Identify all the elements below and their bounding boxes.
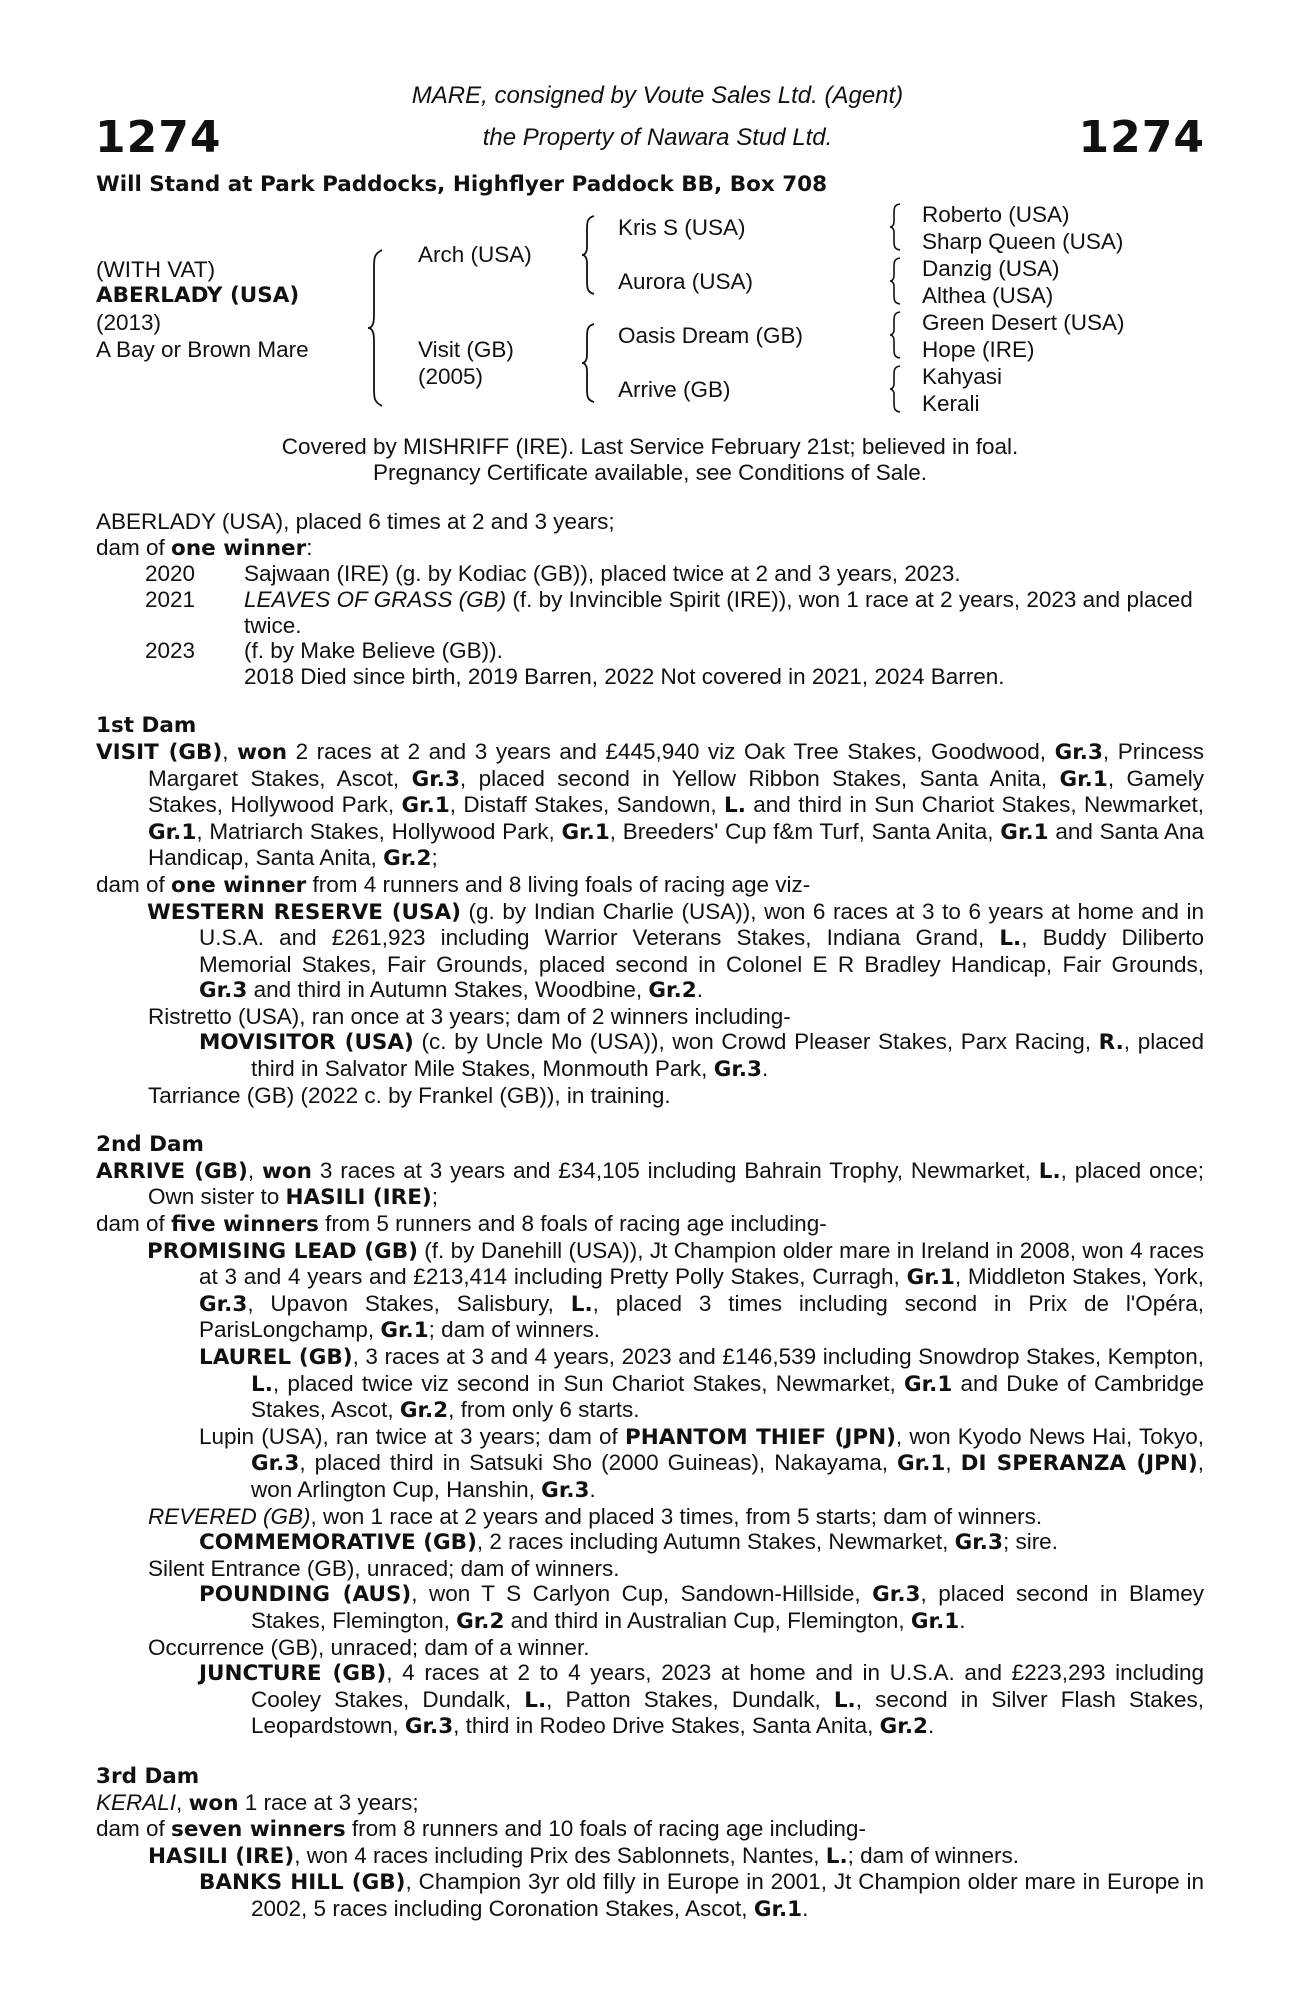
consignor-line: MARE, consigned by Voute Sales Ltd. (Agent) [411, 82, 904, 109]
property-line: the Property of Nawara Stud Ltd. [482, 124, 833, 151]
first-dam-heading: 1st Dam [96, 713, 197, 739]
dam-name: Visit (GB) [418, 337, 514, 362]
third-dam-section [96, 1764, 1204, 1923]
produce-item: 2020 Sajwaan (IRE) (g. by Kodiac (GB)), placed twice at 2 and 3 years, 2023. [144, 561, 961, 587]
third-dam-heading: 3rd Dam [96, 1763, 200, 1789]
horse-description: A Bay or Brown Mare [96, 337, 309, 362]
lot-number-right: 1274 [1078, 112, 1205, 163]
gg-3: Danzig (USA) [922, 256, 1060, 281]
second-dam-runner: PROMISING LEAD (GB) (f. by Danehill (USA)), Jt Champion older mare in Ireland in 2008, won 4 races at 3 and 4 years and £213,414 including Pretty Polly Stakes, Curragh, Gr.1, Middleton Stakes, York, Gr.3, Upavon Stakes, Salisbury, L., placed 3 times including second in Prix de l'Opéra, ParisLongchamp, Gr.1; dam of winners. [147, 1237, 1204, 1344]
covering-line-2: Pregnancy Certificate available, see Conditions of Sale. [372, 459, 928, 485]
dam-parents-brace [580, 322, 598, 404]
second-dam-grandchild: POUNDING (AUS), won T S Carlyon Cup, Sandown-Hillside, Gr.3, placed second in Blamey Stakes, Flemington, Gr.2 and third in Australian Cup, Flemington, Gr.1. [199, 1581, 1204, 1634]
g-brace-1 [888, 202, 904, 252]
vat-note: (WITH VAT) [96, 257, 216, 282]
sire-name: Arch (USA) [418, 242, 532, 267]
sire-dam-brace [366, 248, 388, 408]
second-dam-grandchild: LAUREL (GB), 3 races at 3 and 4 years, 2023 and £146,539 including Snowdrop Stakes, Kempton, L., placed twice viz second in Sun Chariot Stakes, Newmarket, Gr.1 and Duke of Cambridge Stakes, Ascot, Gr.2, from only 6 starts. [199, 1344, 1204, 1424]
produce-item: 2023 (f. by Make Believe (GB)). [144, 638, 503, 664]
third-dam-runner: HASILI (IRE), won 4 races including Prix des Sablonnets, Nantes, L.; dam of winners. [148, 1842, 1019, 1869]
first-dam-dam-of: dam of one winner from 4 runners and 8 living foals of racing age viz- [96, 871, 811, 898]
second-dam-grandchild: COMMEMORATIVE (GB), 2 races including Autumn Stakes, Newmarket, Gr.3; sire. [199, 1529, 1058, 1556]
g-brace-2 [888, 256, 904, 306]
produce-item: 2021 LEAVES OF GRASS (GB) (f. by Invincible Spirit (IRE)), won 1 race at 2 years, 2023 and placed twice. [144, 586, 1193, 638]
horse-name: ABERLADY (USA) [96, 283, 300, 308]
gg-1: Roberto (USA) [922, 202, 1070, 227]
produce-note: 2018 Died since birth, 2019 Barren, 2022 Not covered in 2021, 2024 Barren. [244, 663, 1005, 689]
gg-7: Kahyasi [922, 364, 1003, 389]
first-dam-record: VISIT (GB), won 2 races at 2 and 3 years and £445,940 viz Oak Tree Stakes, Goodwood, Gr.3, Princess Margaret Stakes, Ascot, Gr.3, placed second in Yellow Ribbon Stakes, Santa Anita, Gr.1, Gamely Stakes, Hollywood Park, Gr.1, Distaff Stakes, Sandown, L. and third in Sun Chariot Stakes, Newmarket, Gr.1, Matriarch Stakes, Hollywood Park, Gr.1, Breeders' Cup f&m Turf, Santa Anita, Gr.1 and Santa Ana Handicap, Santa Anita, Gr.2; [96, 738, 1205, 872]
lot-number-left: 1274 [95, 112, 222, 163]
dam-year: (2005) [418, 364, 484, 389]
sire-dam: Aurora (USA) [618, 269, 754, 294]
first-dam-grandchild: MOVISITOR (USA) (c. by Uncle Mo (USA)), won Crowd Pleaser Stakes, Parx Racing, R., placed third in Salvator Mile Stakes, Monmouth Park, Gr.3. [199, 1029, 1204, 1083]
gg-2: Sharp Queen (USA) [922, 229, 1124, 254]
second-dam-runner: REVERED (GB), won 1 race at 2 years and placed 3 times, from 5 starts; dam of winners. [148, 1503, 1043, 1529]
gg-5: Green Desert (USA) [922, 310, 1125, 335]
second-dam-section [96, 1132, 1204, 1740]
second-dam-heading: 2nd Dam [96, 1132, 204, 1158]
gg-4: Althea (USA) [922, 283, 1054, 308]
produce-intro: ABERLADY (USA), placed 6 times at 2 and 3 years; [96, 509, 615, 535]
dam-sire: Oasis Dream (GB) [618, 323, 804, 348]
first-dam-runner: Ristretto (USA), ran once at 3 years; dam of 2 winners including- [148, 1003, 791, 1029]
g-brace-3 [888, 310, 904, 360]
second-dam-record: ARRIVE (GB), won 3 races at 3 years and £34,105 including Bahrain Trophy, Newmarket, L., placed once; Own sister to HASILI (IRE); [96, 1157, 1204, 1211]
first-dam-runner: WESTERN RESERVE (USA) (g. by Indian Charlie (USA)), won 6 races at 3 to 6 years at home and in U.S.A. and £261,923 including Warrior Veterans Stakes, Indiana Grand, L., Buddy Diliberto Memorial Stakes, Fair Grounds, placed second in Colonel E R Bradley Handicap, Fair Grounds, Gr.3 and third in Autumn Stakes, Woodbine, Gr.2. [147, 898, 1204, 1004]
sire-sire: Kris S (USA) [618, 215, 746, 240]
sire-parents-brace [580, 214, 598, 296]
gg-6: Hope (IRE) [922, 337, 1035, 362]
covering-line-1: Covered by MISHRIFF (IRE). Last Service February 21st; believed in foal. [281, 434, 1019, 459]
g-brace-4 [888, 364, 904, 414]
second-dam-grandchild: JUNCTURE (GB), 4 races at 2 to 4 years, 2023 at home and in U.S.A. and £223,293 including Cooley Stakes, Dundalk, L., Patton Stakes, Dundalk, L., second in Silver Flash Stakes, Leopardstown, Gr.3, third in Rodeo Drive Stakes, Santa Anita, Gr.2. [199, 1660, 1204, 1740]
first-dam-section [96, 713, 1204, 1108]
horse-year: (2013) [96, 310, 162, 335]
gg-8: Kerali [922, 391, 980, 416]
third-dam-grandchild: BANKS HILL (GB), Champion 3yr old filly in Europe in 2001, Jt Champion older mare in Europe in 2002, 5 races including Coronation Stakes, Ascot, Gr.1. [199, 1869, 1204, 1922]
first-dam-runner: Tarriance (GB) (2022 c. by Frankel (GB)), in training. [148, 1082, 671, 1108]
stand-line: Will Stand at Park Paddocks, Highflyer Paddock BB, Box 708 [96, 172, 828, 197]
second-dam-runner: Silent Entrance (GB), unraced; dam of winners. [148, 1555, 620, 1581]
produce-record [96, 509, 1204, 689]
produce-dam-of: dam of one winner: [96, 534, 313, 561]
third-dam-record: KERALI, won 1 race at 3 years; [96, 1789, 419, 1816]
second-dam-dam-of: dam of five winners from 5 runners and 8 foals of racing age including- [96, 1211, 827, 1238]
second-dam-grandchild: Lupin (USA), ran twice at 3 years; dam of PHANTOM THIEF (JPN), won Kyodo News Hai, Tokyo, Gr.3, placed third in Satsuki Sho (2000 Guineas), Nakayama, Gr.1, DI SPERANZA (JPN), won Arlington Cup, Hanshin, Gr.3. [199, 1423, 1204, 1503]
third-dam-dam-of: dam of seven winners from 8 runners and 10 foals of racing age including- [96, 1816, 866, 1843]
dam-dam: Arrive (GB) [618, 377, 731, 402]
second-dam-runner: Occurrence (GB), unraced; dam of a winner. [148, 1634, 590, 1660]
catalogue-body [96, 434, 1204, 1922]
